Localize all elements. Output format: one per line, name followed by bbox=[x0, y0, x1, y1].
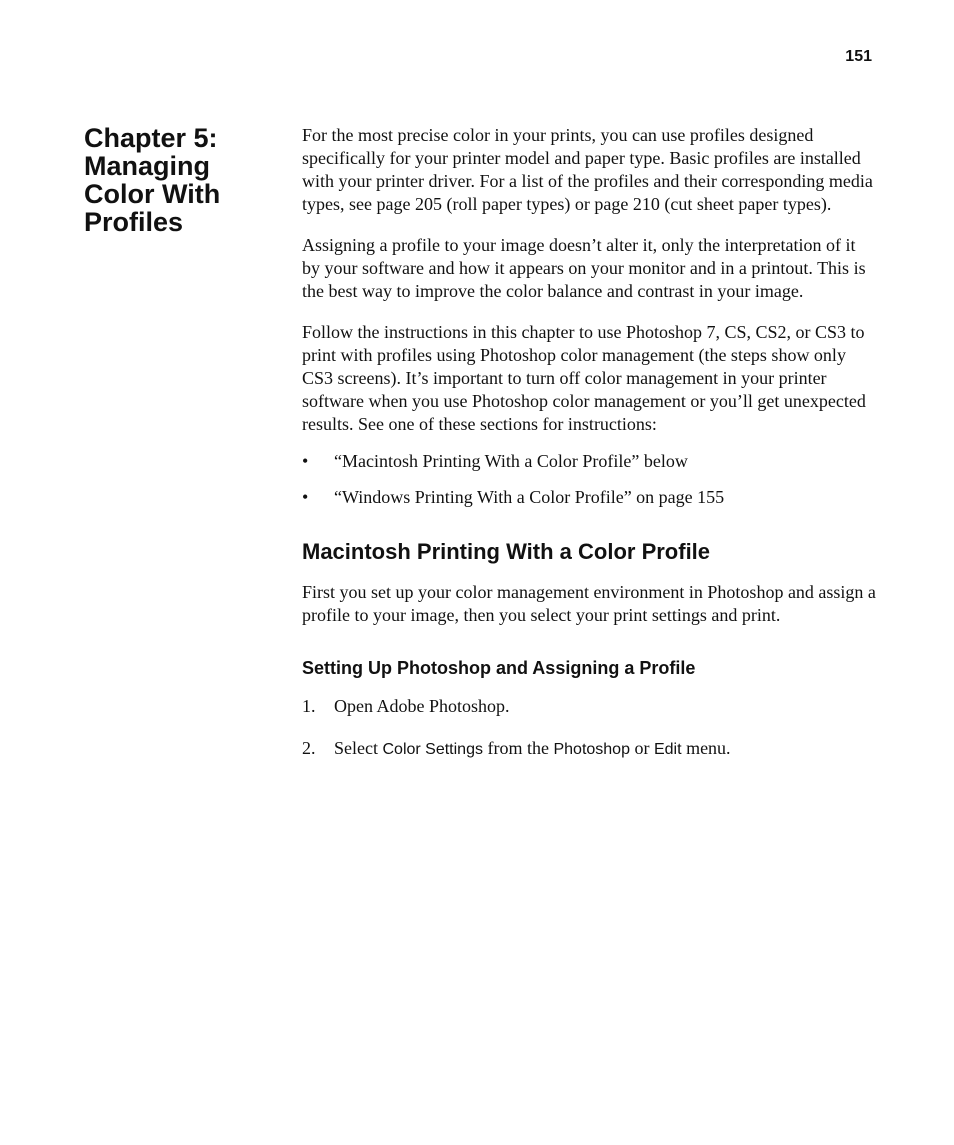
subsection-heading: Setting Up Photoshop and Assigning a Profile bbox=[302, 658, 696, 678]
chapter-title-line: Chapter 5: bbox=[84, 123, 218, 153]
ui-term-color-settings: Color Settings bbox=[382, 741, 483, 758]
step-item bbox=[302, 737, 877, 761]
section-paragraph: First you set up your color management environment in Photoshop and assign a profile to your image, then you select your print settings and print. bbox=[302, 582, 876, 625]
ui-term-edit-menu: Edit bbox=[653, 741, 682, 758]
intro-paragraph: For the most precise color in your prints, you can use profiles designed specifically for your printer model and paper type. Basic profiles are installed with your printer driver. For a list of the profiles and their corresponding media types, see page 205 (roll paper types) or page 210 (cut sheet paper types). bbox=[302, 125, 873, 214]
chapter-title-line: Color With bbox=[84, 179, 221, 209]
steps-list bbox=[302, 695, 877, 761]
step-text-part: or bbox=[629, 738, 654, 758]
main-content bbox=[302, 124, 877, 780]
step-text bbox=[334, 738, 731, 758]
step-text-part: Select bbox=[334, 738, 383, 758]
step-text: Open Adobe Photoshop. bbox=[334, 696, 510, 716]
chapter-title bbox=[84, 124, 284, 236]
ui-term-photoshop-menu: Photoshop bbox=[553, 741, 630, 758]
page-number: 151 bbox=[845, 48, 872, 65]
step-item bbox=[302, 695, 877, 718]
intro-paragraph: Assigning a profile to your image doesn’t alter it, only the interpretation of it by your software and how it appears on your monitor and in a printout. This is the best way to improve the color balance and contrast in your image. bbox=[302, 235, 866, 301]
list-item bbox=[302, 486, 877, 509]
section-links-list bbox=[302, 450, 877, 509]
chapter-title-line: Managing bbox=[84, 151, 210, 181]
step-text-part: from the bbox=[482, 738, 554, 758]
section-heading: Macintosh Printing With a Color Profile bbox=[302, 539, 711, 564]
bullet-text: “Macintosh Printing With a Color Profile” below bbox=[334, 451, 688, 471]
list-item bbox=[302, 450, 877, 473]
bullet-icon: • bbox=[302, 451, 309, 471]
step-number: 1. bbox=[302, 696, 316, 716]
step-number: 2. bbox=[302, 738, 316, 758]
chapter-title-line: Profiles bbox=[84, 207, 184, 237]
step-text-part: menu. bbox=[681, 738, 731, 758]
bullet-text: “Windows Printing With a Color Profile” on page 155 bbox=[334, 487, 725, 507]
intro-paragraph: Follow the instructions in this chapter to use Photoshop 7, CS, CS2, or CS3 to print with profiles using Photoshop color management (the steps show only CS3 screens). It’s important to turn off color management in your printer software when you use Photoshop color management or you’ll get unexpected results. See one of these sections for instructions: bbox=[302, 322, 866, 434]
bullet-icon: • bbox=[302, 487, 309, 507]
